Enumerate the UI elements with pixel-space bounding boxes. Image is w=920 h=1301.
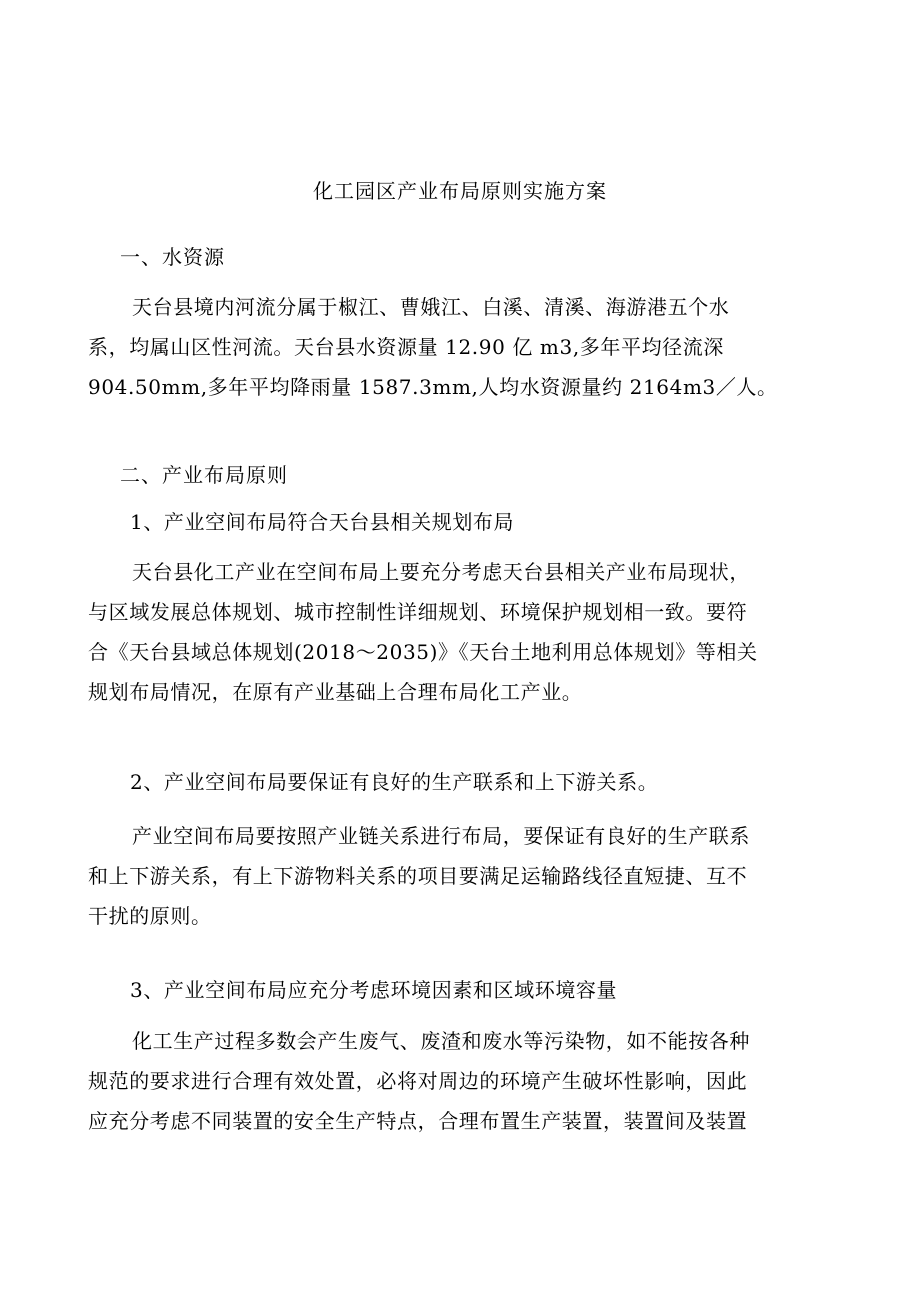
paragraph-subsection-2 (88, 816, 840, 936)
paragraph-water-resources (88, 287, 840, 407)
section-heading-industry-layout: 二、产业布局原则 (120, 463, 288, 487)
section-heading-water-resources: 一、水资源 (120, 245, 225, 269)
paragraph-line: 和上下游关系，有上下游物料关系的项目要满足运输路线径直短捷、互不 (88, 864, 748, 888)
subsection-heading-2: 2、产业空间布局要保证有良好的生产联系和上下游关系。 (130, 770, 659, 794)
paragraph-line: 904.50mm,多年平均降雨量 1587.3mm,人均水资源量约 2164m3／人。 (88, 375, 778, 399)
paragraph-line: 化工生产过程多数会产生废气、废渣和废水等污染物，如不能按各种 (132, 1029, 750, 1053)
paragraph-line: 天台县化工产业在空间布局上要充分考虑天台县相关产业布局现状， (132, 560, 750, 584)
paragraph-line: 干扰的原则。 (88, 904, 212, 928)
paragraph-line: 天台县境内河流分属于椒江、曹娥江、白溪、清溪、海游港五个水 (132, 295, 730, 319)
paragraph-line: 与区域发展总体规划、城市控制性详细规划、环境保护规划相一致。要符 (88, 600, 748, 624)
subsection-heading-1: 1、产业空间布局符合天台县相关规划布局 (130, 510, 515, 534)
page-title: 化工园区产业布局原则实施方案 (313, 179, 607, 203)
paragraph-subsection-1 (88, 552, 840, 712)
subsection-heading-3: 3、产业空间布局应充分考虑环境因素和区域环境容量 (130, 978, 618, 1002)
paragraph-line: 规划布局情况，在原有产业基础上合理布局化工产业。 (88, 680, 583, 704)
paragraph-subsection-3 (88, 1021, 840, 1141)
paragraph-line: 产业空间布局要按照产业链关系进行布局，要保证有良好的生产联系 (132, 824, 750, 848)
paragraph-line: 应充分考虑不同装置的安全生产特点，合理布置生产装置，装置间及装置 (88, 1109, 748, 1133)
paragraph-line: 合《天台县域总体规划(2018～2035)》《天台土地利用总体规划》等相关 (88, 640, 758, 664)
paragraph-line: 系，均属山区性河流。天台县水资源量 12.90 亿 m3,多年平均径流深 (88, 335, 724, 359)
paragraph-line: 规范的要求进行合理有效处置，必将对周边的环境产生破坏性影响，因此 (88, 1069, 748, 1093)
